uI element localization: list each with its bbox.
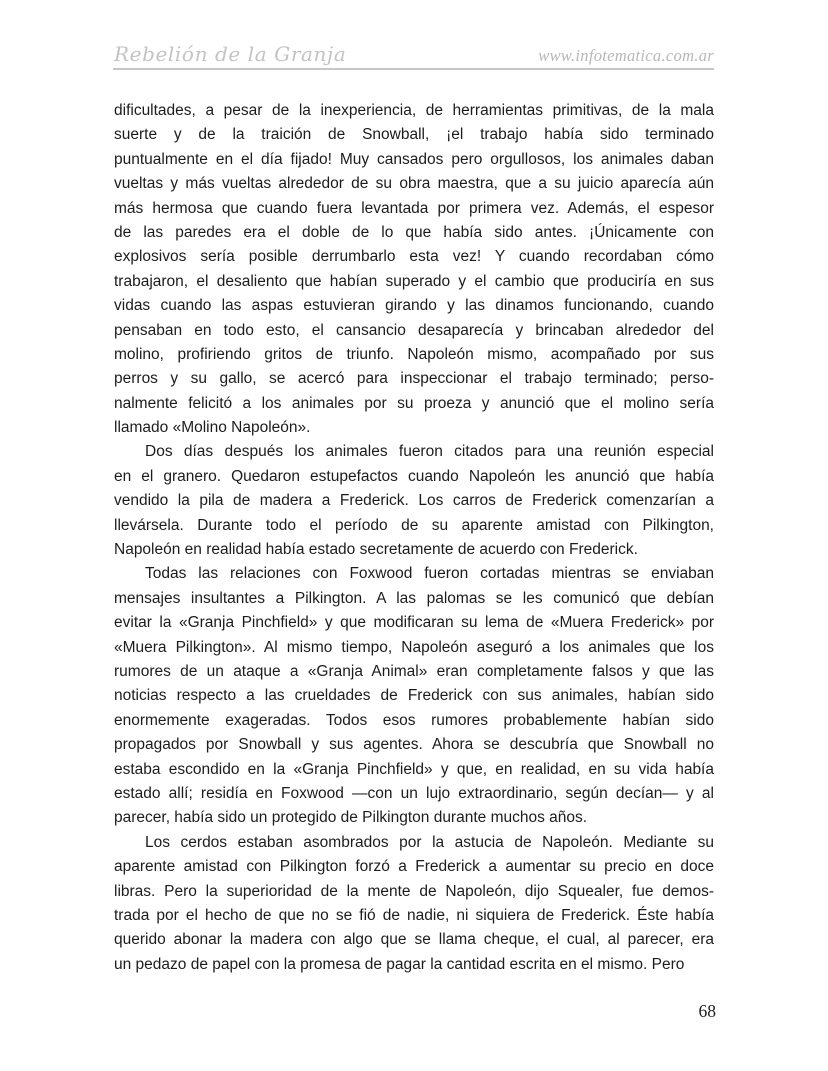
book-title: Rebelión de la Granja — [114, 42, 347, 66]
header-rule — [113, 68, 714, 70]
text-line: en el granero. Quedaron estupefactos cuando Napoleón les anunció que había — [114, 467, 714, 485]
text-line: trabajaron, el desaliento que habían superado y el cambio que produciría en sus — [114, 272, 714, 290]
text-line: noticias respecto a las crueldades de Frederick con sus animales, habían sido — [114, 687, 714, 705]
text-line: perros y su gallo, se acercó para inspeccionar el trabajo terminado; perso- — [114, 370, 714, 388]
text-line: de las paredes era el doble de lo que había sido antes. ¡Únicamente con — [114, 223, 714, 241]
text-line: llamado «Molino Napoleón». — [114, 419, 311, 437]
text-line: vidas cuando las aspas estuvieran girando y las dinamos funcionando, cuando — [114, 297, 714, 315]
text-line: nalmente felicitó a los animales por su proeza y anunció que el molino sería — [114, 394, 714, 412]
text-line: «Muera Pilkington». Al mismo tiempo, Napoleón aseguró a los animales que los — [114, 638, 714, 656]
text-line: enormemente exageradas. Todos esos rumores probablemente habían sido — [114, 711, 714, 729]
text-line: aparente amistad con Pilkington forzó a Frederick a aumentar su precio en doce — [114, 858, 714, 876]
text-line: Dos días después los animales fueron citados para una reunión especial — [145, 443, 714, 461]
text-line: suerte y de la traición de Snowball, ¡el trabajo había sido terminado — [114, 126, 714, 144]
text-line: estado allí; residía en Foxwood —con un lujo extraordinario, según decían— y al — [114, 784, 714, 802]
text-line: dificultades, a pesar de la inexperiencia, de herramientas primitivas, de la mala — [114, 102, 714, 119]
text-line: parecer, había sido un protegido de Pilkington durante muchos años. — [114, 809, 588, 827]
text-line: propagados por Snowball y sus agentes. Ahora se descubría que Snowball no — [114, 736, 714, 754]
text-line: evitar la «Granja Pinchfield» y que modificaran su lema de «Muera Frederick» por — [114, 614, 714, 632]
text-line: querido abonar la madera con algo que se llama cheque, el cual, al parecer, era — [114, 931, 714, 949]
text-line: llevársela. Durante todo el período de su aparente amistad con Pilkington, — [114, 516, 714, 534]
text-line: vendido la pila de madera a Frederick. Los carros de Frederick comenzarían a — [114, 492, 714, 510]
text-line: puntualmente en el día fijado! Muy cansados pero orgullosos, los animales daban — [114, 150, 714, 168]
text-line: Los cerdos estaban asombrados por la astucia de Napoleón. Mediante su — [145, 833, 714, 851]
text-line: estaba escondido en la «Granja Pinchfield» y que, en realidad, en su vida había — [114, 760, 714, 778]
text-line: rumores de un ataque a «Granja Animal» eran completamente falsos y que las — [114, 662, 714, 680]
text-line: pensaban en todo esto, el cansancio desaparecía y brincaban alrededor del — [114, 321, 714, 339]
text-line: molino, profiriendo gritos de triunfo. Napoleón mismo, acompañado por sus — [114, 345, 714, 363]
website-text: www.infotematica.com.ar — [538, 46, 714, 65]
text-line: explosivos sería posible derrumbarlo esta vez! Y cuando recordaban cómo — [114, 248, 714, 266]
text-line: mensajes insultantes a Pilkington. A las palomas se les comunicó que debían — [114, 589, 714, 607]
page-header — [114, 42, 714, 66]
text-line: más hermosa que cuando fuera levantada por primera vez. Además, el espesor — [114, 199, 714, 217]
page-number: 68 — [698, 1001, 716, 1021]
text-line: un pedazo de papel con la promesa de pagar la cantidad escrita en el mismo. Pero — [114, 955, 685, 973]
text-line: Todas las relaciones con Foxwood fueron cortadas mientras se enviaban — [145, 565, 714, 583]
text-line: trada por el hecho de que no se fió de nadie, ni siquiera de Frederick. Éste había — [114, 906, 714, 924]
text-line: Napoleón en realidad había estado secretamente de acuerdo con Frederick. — [114, 541, 638, 559]
text-line: libras. Pero la superioridad de la mente de Napoleón, dijo Squealer, fue demos- — [114, 882, 714, 900]
text-line: vueltas y más vueltas alrededor de su obra maestra, que a su juicio aparecía aún — [114, 175, 714, 193]
body-text — [114, 99, 714, 977]
